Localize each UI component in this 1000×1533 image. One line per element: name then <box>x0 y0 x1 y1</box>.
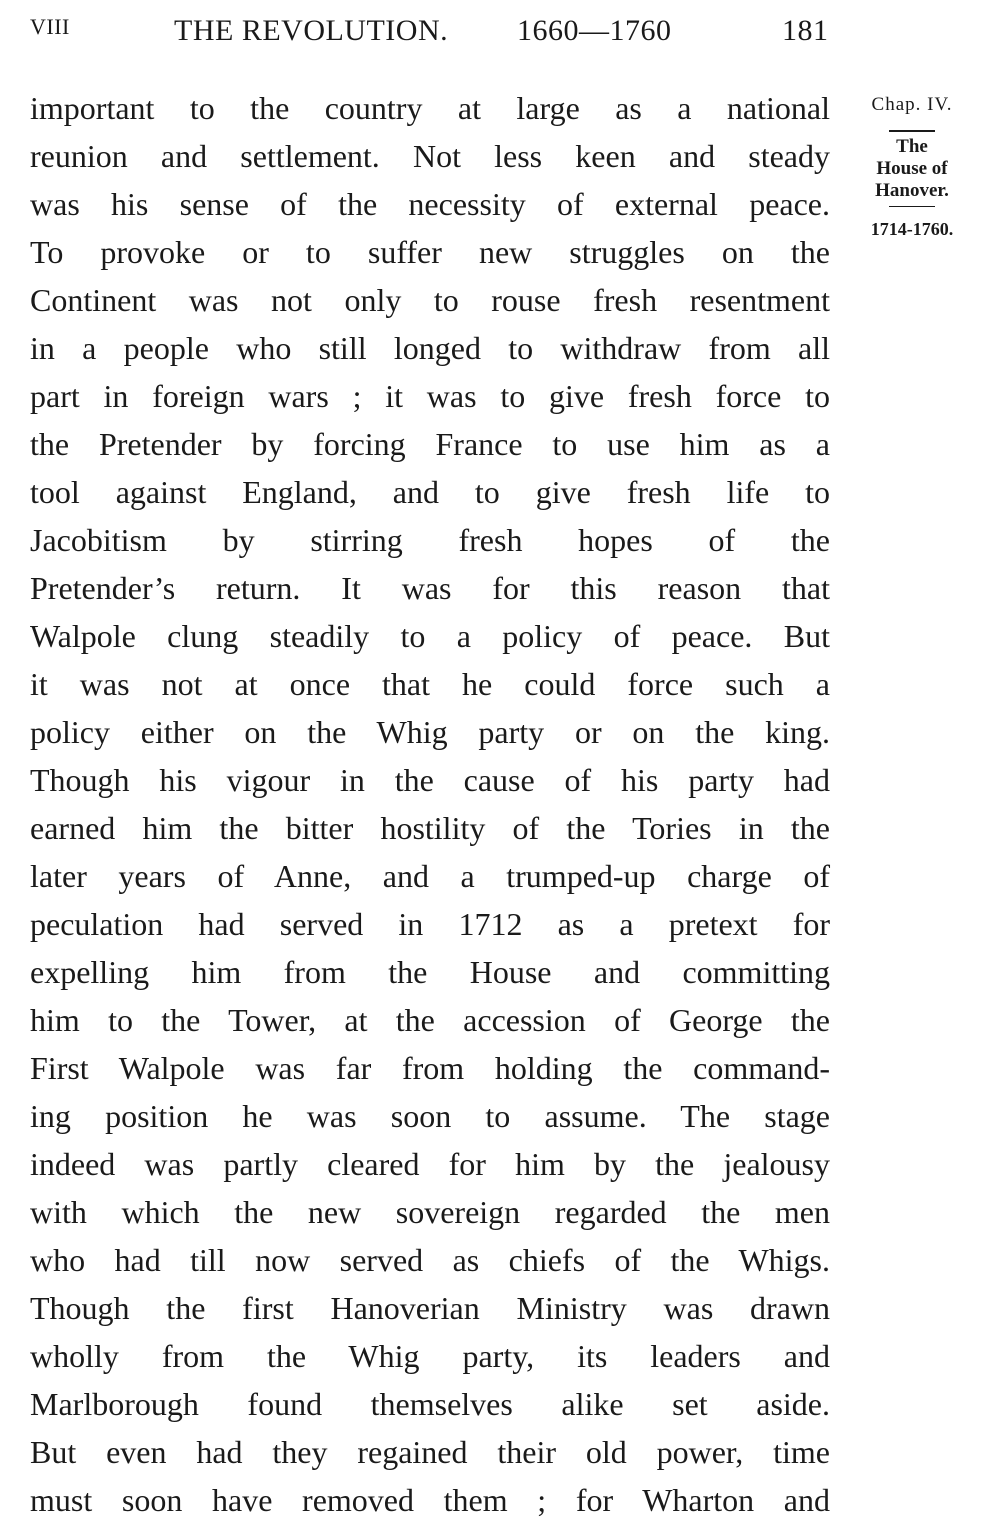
text-line: with which the new sovereign regarded the men <box>30 1194 830 1230</box>
text-line: Pretender’s return. It was for this reason that <box>30 570 830 606</box>
text-line: earned him the bitter hostility of the Tories in the <box>30 810 830 846</box>
text-line: later years of Anne, and a trumped-up charge of <box>30 858 830 894</box>
marginal-dates: 1714-1760. <box>870 219 954 239</box>
text-line: was his sense of the necessity of external peace. <box>30 186 830 222</box>
page-number: 181 <box>782 14 829 47</box>
text-line: important to the country at large as a national <box>30 90 830 126</box>
text-line: indeed was partly cleared for him by the jealousy <box>30 1146 830 1182</box>
text-line: who had till now served as chiefs of the Whigs. <box>30 1242 830 1278</box>
text-line: reunion and settlement. Not less keen and steady <box>30 138 830 174</box>
section-number: VIII <box>30 14 70 39</box>
marginal-topic-line: Hanover. <box>875 180 949 201</box>
text-line: wholly from the Whig party, its leaders and <box>30 1338 830 1374</box>
text-line: peculation had served in 1712 as a pretext for <box>30 906 830 942</box>
text-line: expelling him from the House and committing <box>30 954 830 990</box>
text-line: ing position he was soon to assume. The stage <box>30 1098 830 1134</box>
text-line: But even had they regained their old power, time <box>30 1434 830 1470</box>
marginal-topic-line: The <box>896 136 928 157</box>
running-head <box>30 14 830 54</box>
text-line: him to the Tower, at the accession of George the <box>30 1002 830 1038</box>
text-line: Continent was not only to rouse fresh resentment <box>30 282 830 318</box>
text-line: Walpole clung steadily to a policy of peace. But <box>30 618 830 654</box>
marginal-note <box>856 90 968 240</box>
text-line: the Pretender by forcing France to use him as a <box>30 426 830 462</box>
marginal-rule <box>889 130 935 132</box>
running-title: THE REVOLUTION. <box>174 14 449 47</box>
text-line: part in foreign wars ; it was to give fresh force to <box>30 378 830 414</box>
marginal-chapter: Chap. IV. <box>871 94 953 115</box>
marginal-topic-line: House of <box>876 158 948 179</box>
text-line: in a people who still longed to withdraw from all <box>30 330 830 366</box>
text-line: To provoke or to suffer new struggles on the <box>30 234 830 270</box>
period-years: 1660—1760 <box>517 14 672 47</box>
text-line: First Walpole was far from holding the command- <box>30 1050 830 1086</box>
text-line: Though his vigour in the cause of his party had <box>30 762 830 798</box>
text-line: Jacobitism by stirring fresh hopes of the <box>30 522 830 558</box>
text-line: Though the first Hanoverian Ministry was drawn <box>30 1290 830 1326</box>
text-line: tool against England, and to give fresh life to <box>30 474 830 510</box>
text-line: must soon have removed them ; for Wharton and <box>30 1482 830 1518</box>
text-line: Marlborough found themselves alike set aside. <box>30 1386 830 1422</box>
body-text <box>30 84 830 1524</box>
marginal-rule <box>889 206 935 207</box>
text-line: it was not at once that he could force such a <box>30 666 830 702</box>
text-line: policy either on the Whig party or on the king. <box>30 714 830 750</box>
